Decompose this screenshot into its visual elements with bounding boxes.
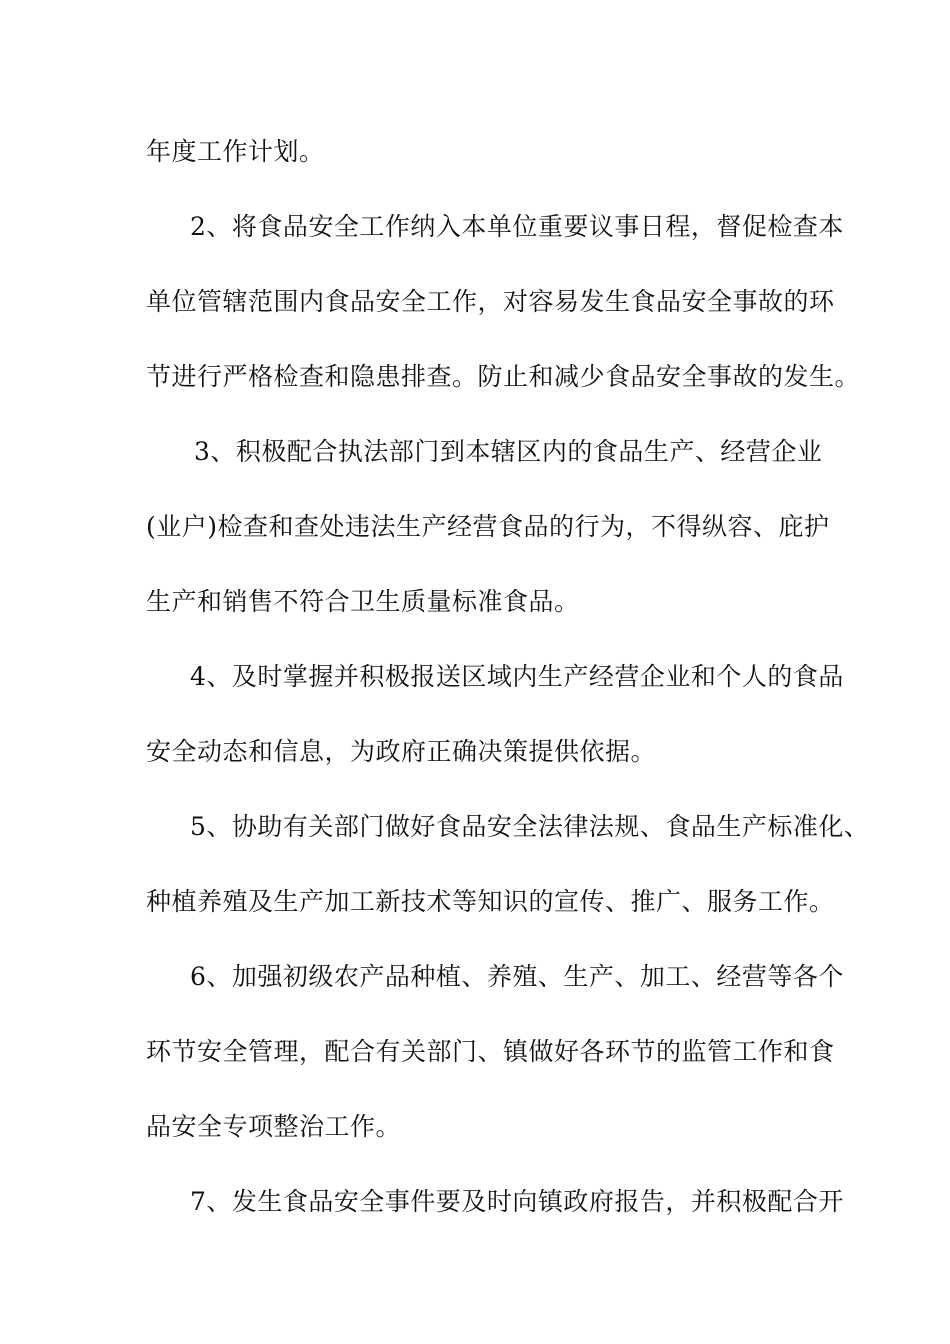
text-line-12: 6、加强初级农产品种植、养殖、生产、加工、经营等各个 [190, 962, 844, 991]
text-line-6: (业户)检查和查处违法生产经营食品的行为，不得纵容、庇护 [146, 512, 830, 541]
text-line-8: 4、及时掌握并积极报送区域内生产经营企业和个人的食品 [190, 662, 844, 691]
text-line-2: 2、将食品安全工作纳入本单位重要议事日程，督促检查本 [190, 212, 844, 241]
text-line-4: 节进行严格检查和隐患排查。防止和减少食品安全事故的发生。 [146, 362, 861, 391]
text-line-7: 生产和销售不符合卫生质量标准食品。 [146, 587, 580, 616]
text-line-14: 品安全专项整治工作。 [146, 1112, 402, 1141]
text-line-3: 单位管辖范围内食品安全工作，对容易发生食品安全事故的环 [146, 287, 835, 316]
text-line-1: 年度工作计划。 [146, 137, 325, 166]
text-line-5: 3、积极配合执法部门到本辖区内的食品生产、经营企业 [194, 437, 823, 466]
text-line-15: 7、发生食品安全事件要及时向镇政府报告，并积极配合开 [190, 1187, 844, 1216]
text-line-9: 安全动态和信息，为政府正确决策提供依据。 [146, 737, 657, 766]
text-line-11: 种植养殖及生产加工新技术等知识的宣传、推广、服务工作。 [146, 887, 835, 916]
text-line-10: 5、协助有关部门做好食品安全法律法规、食品生产标准化、 [190, 812, 870, 841]
text-line-13: 环节安全管理，配合有关部门、镇做好各环节的监管工作和食 [146, 1037, 835, 1066]
